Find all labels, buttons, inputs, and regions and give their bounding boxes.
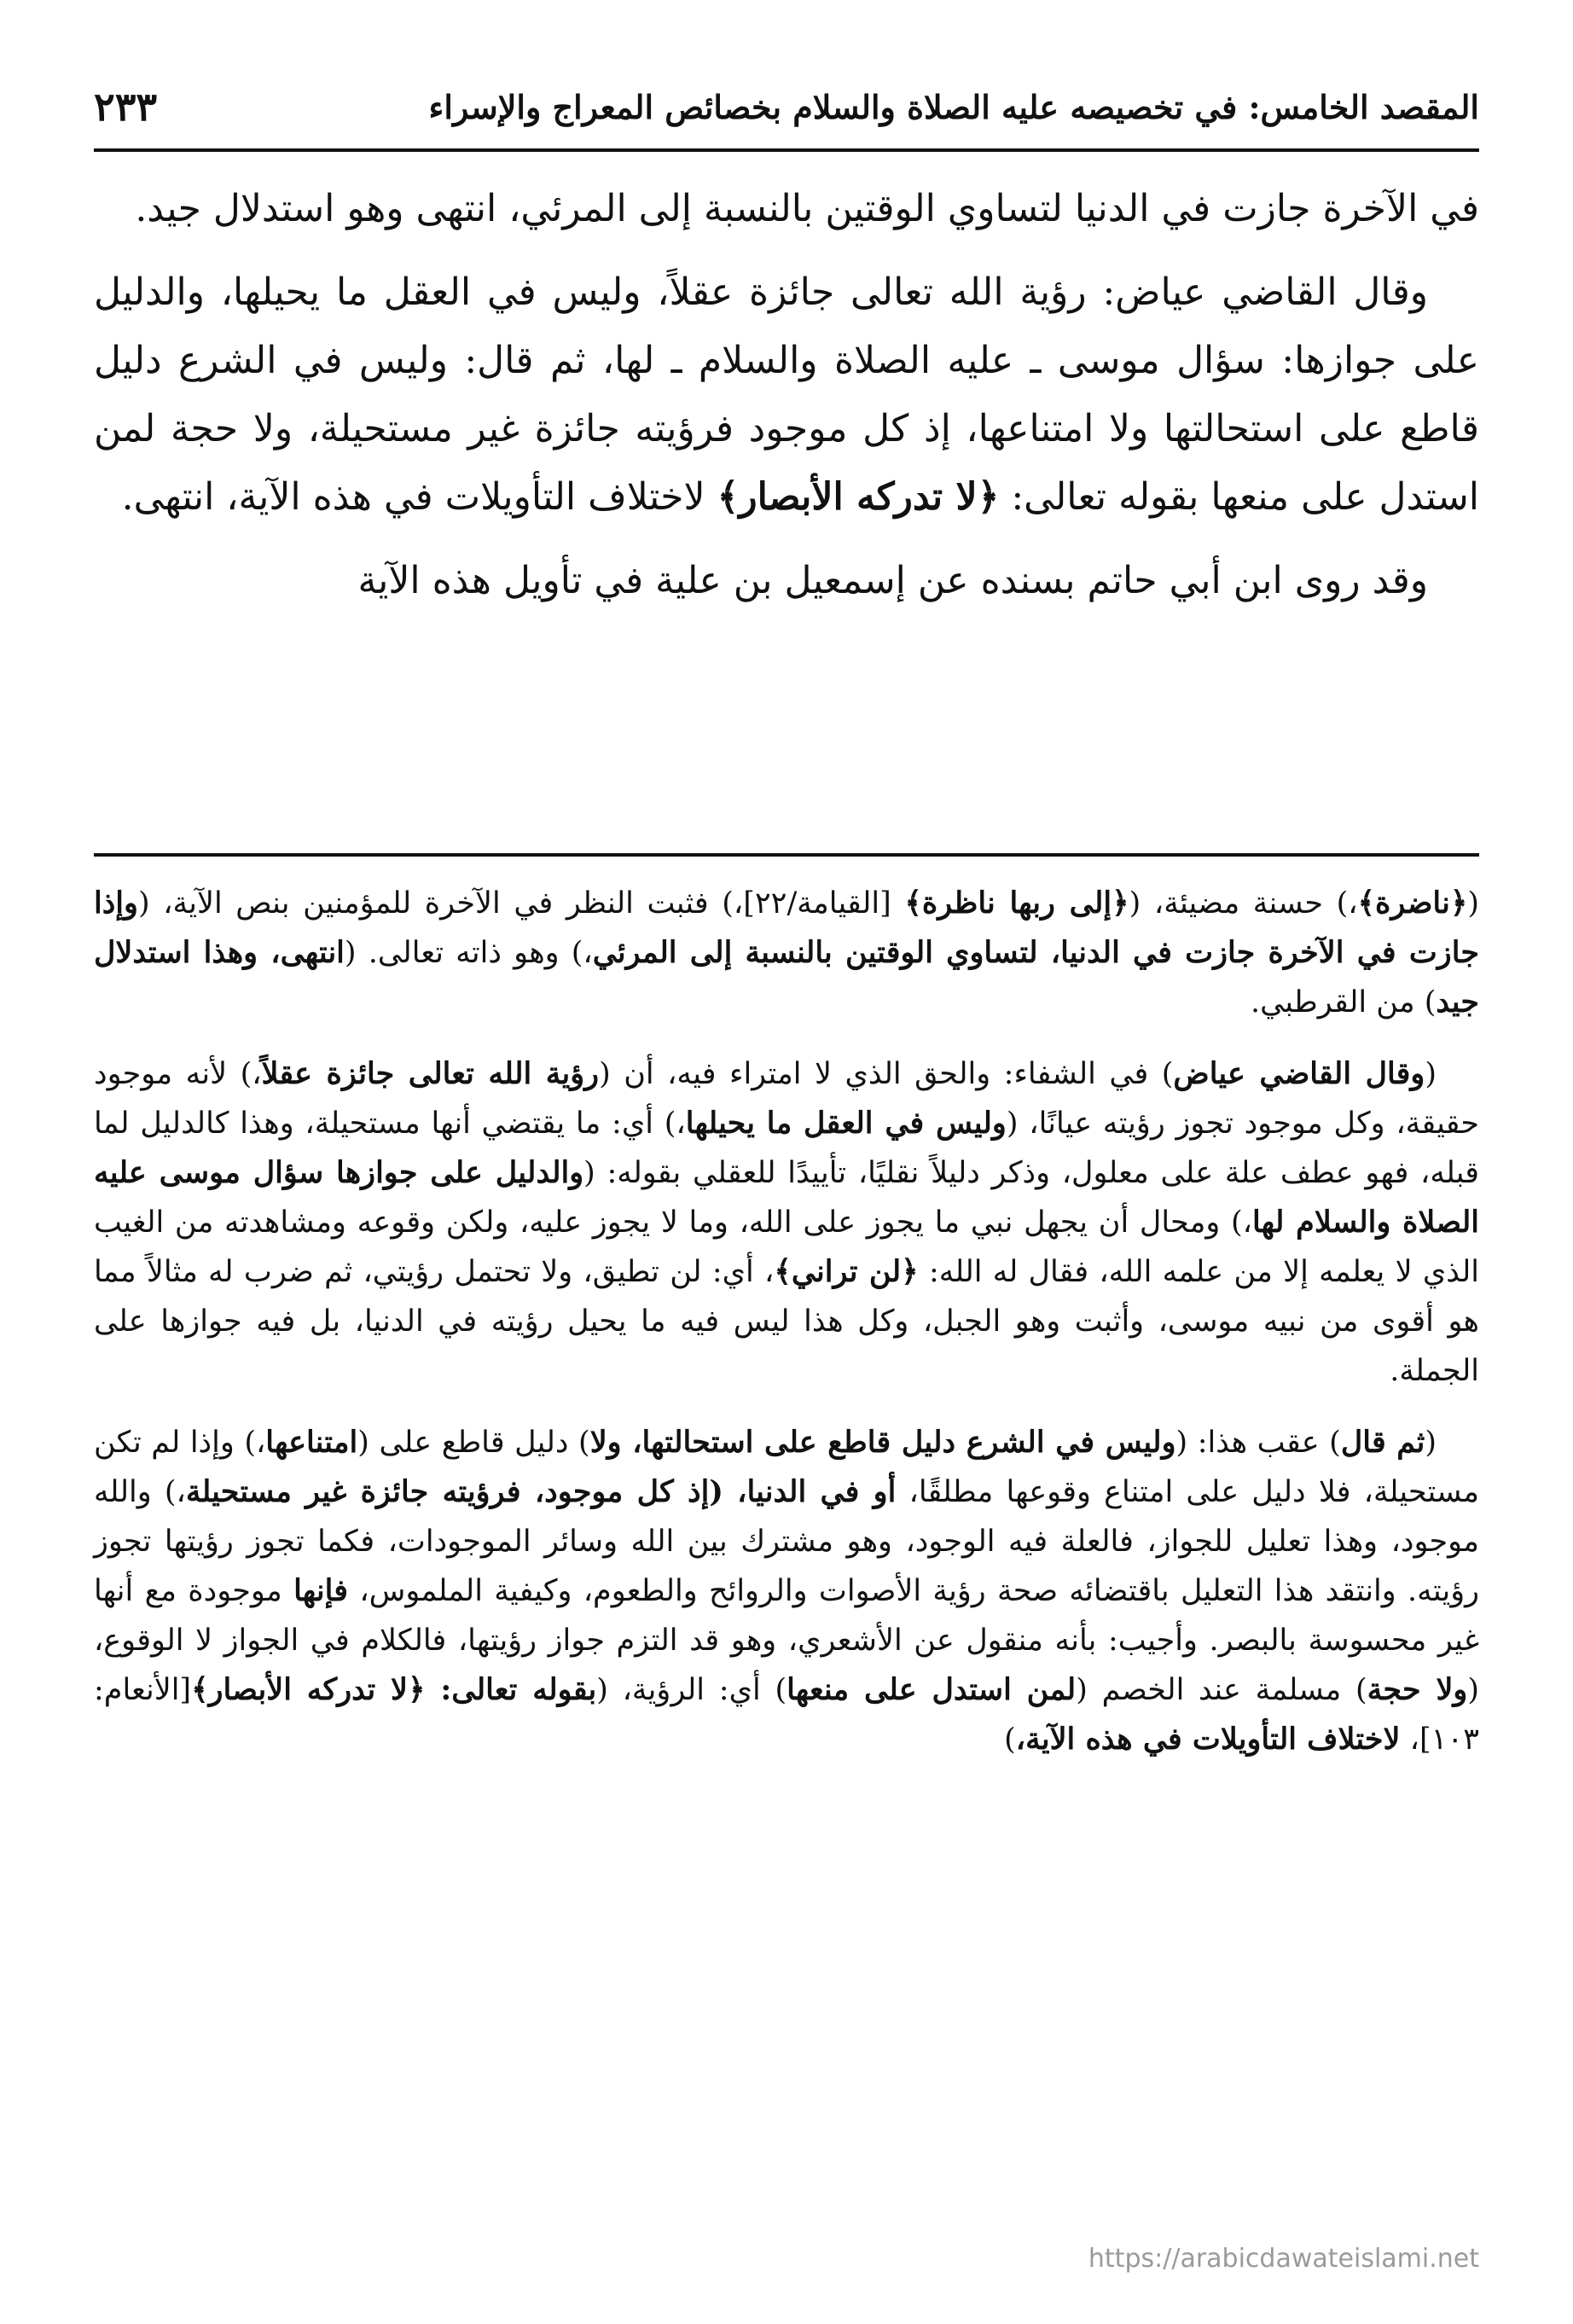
note-bold: بقوله تعالى: ﴿لا تدركه الأبصار﴾ <box>191 1672 597 1707</box>
note-paragraph-3 <box>94 1418 1479 1764</box>
note-text: ) في الشفاء: والحق الذي لا امتراء فيه، أن ( <box>599 1057 1174 1091</box>
note-bold: ثم قال <box>1340 1425 1425 1460</box>
note-bold: أو في الدنيا، (إذ كل موجود، فرؤيته جائزة غير مستحيلة <box>185 1474 897 1509</box>
running-header <box>94 77 1479 152</box>
note-text: [الأنعام: ١٠٣]، <box>94 1673 1479 1757</box>
note-text: ) عقب هذا: ( <box>1175 1426 1341 1460</box>
note-text: ،) أي: ما يقتضي أنها مستحيلة، وهذا كالدليل لما قبله، فهو عطف علة على معلول، وذكر دليلاً نقليًا، تأييدًا للعقلي بقوله: ( <box>94 1107 1479 1190</box>
main-paragraph-3: وقد روى ابن أبي حاتم بسنده عن إسمعيل بن علية في تأويل هذه الآية <box>357 559 1428 602</box>
main-paragraph-2-text-b: لاختلاف التأويلات في هذه الآية، انتهى. <box>121 475 717 519</box>
note-text: ( <box>1425 1426 1437 1460</box>
note-bold: انتهى، وهذا استدلال جيد <box>94 935 1479 1020</box>
note-bold: ولا حجة <box>1367 1672 1468 1707</box>
main-paragraph-1: في الآخرة جازت في الدنيا لتساوي الوقتين بالنسبة إلى المرئي، انتهى وهو استدلال جيد. <box>135 187 1479 230</box>
note-paragraph-2 <box>94 1049 1479 1396</box>
main-text <box>94 175 1479 630</box>
note-bold: امتناعها <box>265 1425 358 1460</box>
note-bold: وإذا جازت في الآخرة جازت في الدنيا، لتساوي الوقتين بالنسبة إلى المرئي <box>94 886 1479 970</box>
note-text: ) دليل قاطع على ( <box>357 1426 590 1460</box>
note-bold: لاختلاف التأويلات في هذه الآية، <box>1015 1722 1401 1757</box>
note-bold: فإنها <box>293 1573 349 1608</box>
note-bold: ﴿ناضرة﴾ <box>1357 886 1468 921</box>
note-bold: والدليل على جوازها سؤال موسى عليه الصلاة والسلام لها <box>94 1155 1479 1240</box>
note-text: ) <box>1004 1723 1016 1757</box>
note-text: ) أي: الرؤية، ( <box>596 1673 787 1707</box>
note-text: ،) والله موجود، وهذا تعليل للجواز، فالعلة فيه الوجود، وهو مشترك بين الله وسائر الموجودات، فكما تجوز رؤيتها تجوز رؤيته. وانتقد هذا التعليل باقتضائه صحة رؤية الأصوات والروائح والطعوم، وكيفية الملموس، <box>94 1475 1480 1608</box>
header-title: المقصد الخامس: في تخصيصه عليه الصلاة والسلام بخصائص المعراج والإسراء <box>428 87 1479 126</box>
note-text: ،) لأنه موجود حقيقة، وكل موجود تجوز رؤيته عيانًا، ( <box>94 1057 1479 1141</box>
note-text: [القيامة/٢٢]،) فثبت النظر في الآخرة للمؤمنين بنص الآية، ( <box>137 886 905 921</box>
note-bold: وقال القاضي عياض <box>1173 1056 1425 1091</box>
footnote-divider <box>94 853 1479 857</box>
note-bold: ﴿إلى ربها ناظرة﴾ <box>904 886 1129 921</box>
page-number: ٢٣٣ <box>94 84 158 130</box>
note-paragraph-1 <box>94 879 1479 1027</box>
note-text: ،) وهو ذاته تعالى. ( <box>344 936 593 970</box>
main-paragraph-2-text-a: وقال القاضي عياض: رؤية الله تعالى جائزة عقلاً، وليس في العقل ما يحيلها، والدليل على جوازها: سؤال موسى ـ عليه الصلاة والسلام ـ لها، ثم قال: وليس في الشرع دليل قاطع على استحالتها ولا امتناعها، إذ كل موجود فرؤيته جائزة غير مستحيلة، ولا حجة لمن استدل على منعها بقوله تعالى: <box>94 270 1479 519</box>
note-text: ( <box>1425 1057 1437 1091</box>
note-text: ، أي: لن تطيق، ولا تحتمل رؤيتي، ثم ضرب له مثالاً مما هو أقوى من نبيه موسى، وأثبت وهو الجبل، وكل هذا ليس فيه ما يحيل رؤيته في الدنيا، بل فيه جوازها على الجملة. <box>94 1255 1479 1388</box>
quran-quote: ﴿لا تدركه الأبصار﴾ <box>717 475 1000 519</box>
note-text: ،) حسنة مضيئة، ( <box>1129 886 1358 921</box>
note-text: ،) ومحال أن يجهل نبي ما يجوز على الله، وما لا يجوز عليه، ولكن وقوعه ومشاهدته من الغيب الذي لا يعلمه إلا من علمه الله، فقال له الله: <box>94 1206 1479 1289</box>
watermark-url: https://arabicdawateislami.net <box>1088 2244 1479 2274</box>
note-bold: ﴿لن تراني﴾ <box>774 1254 919 1289</box>
note-bold: وليس في الشرع دليل قاطع على استحالتها، ولا <box>589 1425 1176 1460</box>
note-text: موجودة مع أنها غير محسوسة بالبصر. وأجيب: بأنه منقول عن الأشعري، وهو قد التزم جواز رؤيتها، فالكلام في الجواز لا الوقوع، ( <box>94 1574 1479 1707</box>
note-bold: لمن استدل على منعها <box>786 1672 1077 1707</box>
note-text: ،) وإذا لم تكن مستحيلة، فلا دليل على امتناع وقوعها مطلقًا، <box>94 1426 1480 1509</box>
main-paragraph-2 <box>94 259 1479 532</box>
note-text: ) مسلمة عند الخصم ( <box>1076 1673 1367 1707</box>
note-bold: رؤية الله تعالى جائزة عقلاً <box>261 1056 600 1091</box>
note-bold: وليس في العقل ما يحيلها <box>685 1106 1007 1141</box>
commentary-notes <box>94 879 1479 1787</box>
note-text: ( <box>1467 886 1479 921</box>
note-text: ) من القرطبي. <box>1251 985 1437 1020</box>
